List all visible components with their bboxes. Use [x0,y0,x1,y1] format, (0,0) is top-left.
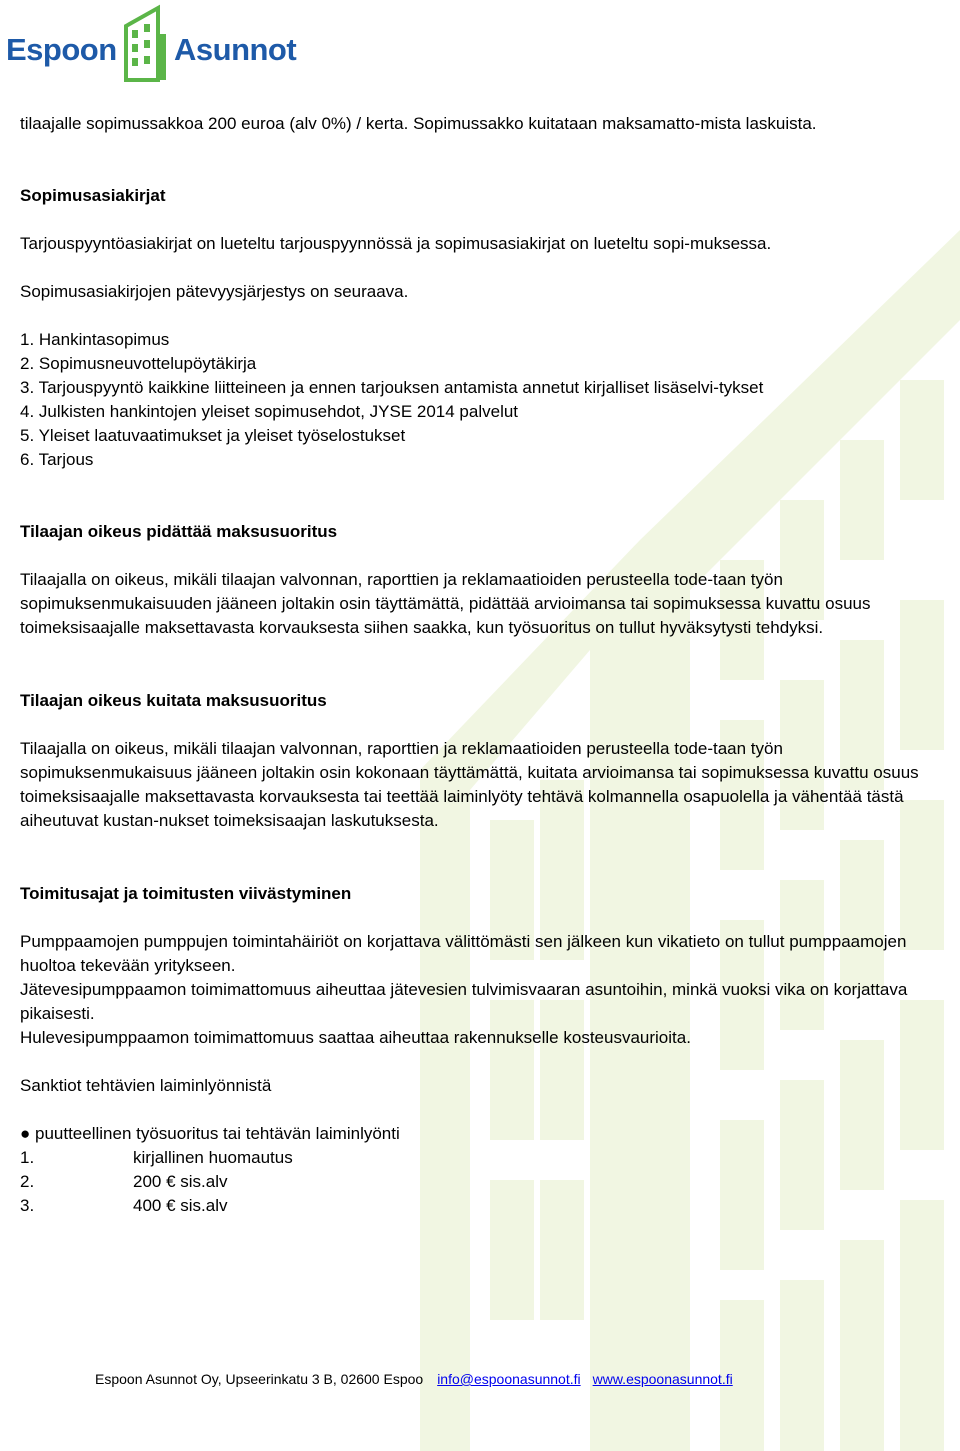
logo-word-asunnot: Asunnot [174,32,297,67]
list-item-number: 1. [20,1148,35,1167]
sanction-list [20,1146,920,1218]
page-footer [95,1369,733,1389]
sopimusasiakirjat-paragraph: Tarjouspyyntöasiakirjat on lueteltu tarjouspyynnössä ja sopimusasiakirjat on lueteltu sopi-muksessa. [20,234,772,253]
bullet-item: ● puutteellinen työsuoritus tai tehtävän laiminlyönti [20,1124,400,1143]
list-item-text: 200 € sis.alv [133,1172,228,1191]
section-heading-pidattaa: Tilaajan oikeus pidättää maksusuoritus [20,522,338,541]
toimitusajat-paragraph-3: Hulevesipumppaamon toimimattomuus saattaa aiheuttaa rakennukselle kosteusvaurioita. [20,1028,691,1047]
list-item: 6. Tarjous [20,450,94,469]
patevyysjarjestys-paragraph: Sopimusasiakirjojen pätevyysjärjestys on seuraava. [20,282,409,301]
list-item: 5. Yleiset laatuvaatimukset ja yleiset työselostukset [20,426,406,445]
list-item-number: 3. [20,1196,35,1215]
footer-email-link[interactable]: info@espoonasunnot.fi [437,1371,581,1387]
list-item-text: 400 € sis.alv [133,1196,228,1215]
list-item: 1. Hankintasopimus [20,330,170,349]
espoon-asunnot-logo [6,4,306,86]
list-item-text: kirjallinen huomautus [133,1148,293,1167]
list-item [20,1146,920,1170]
pidattaa-paragraph: Tilaajalla on oikeus, mikäli tilaajan valvonnan, raporttien ja reklamaatioiden perusteella tode-taan työn sopimuksenmukaisuuden jääneen joltakin osin täyttämättä, pidättää arvioimansa tai sopimuksessa kuvattu osuus toimeksisaajalle maksettavasta korvauksesta siihen saakka, kun työsuoritus on tullut hyväksytysti tehdyksi. [20,570,871,637]
toimitusajat-paragraph-1: Pumppaamojen pumppujen toimintahäiriöt on korjattava välittömästi sen jälkeen kun vikatieto on tullut pumppaamojen huoltoa tekevään yritykseen. [20,932,907,975]
list-item [20,1194,920,1218]
document-priority-list [20,328,920,472]
sanktiot-label: Sanktiot tehtävien laiminlyönnistä [20,1076,272,1095]
logo-word-espoon: Espoon [6,32,117,67]
kuitata-paragraph: Tilaajalla on oikeus, mikäli tilaajan valvonnan, raporttien ja reklamaatioiden perusteella tode-taan työn sopimuksenmukaisuus jääneen joltakin osin kokonaan täyttämättä, kuitata arvioimansa tai sopimuksessa kuvattu osuus toimeksisaajalle maksettavasta korvauksesta tai teettää laiminlyöty tehtävä kolmannella osapuolella ja vähentää tästä aiheutuvat kustan-nukset toimeksisaajan laskutuksesta. [20,739,919,830]
building-logo-icon [120,4,170,82]
list-item: 3. Tarjouspyyntö kaikkine liitteineen ja ennen tarjouksen antamista annetut kirjalliset lisäselvi-tykset [20,378,764,397]
list-item-number: 2. [20,1172,35,1191]
section-heading-sopimusasiakirjat: Sopimusasiakirjat [20,186,166,205]
document-body [20,112,920,1218]
intro-paragraph: tilaajalle sopimussakkoa 200 euroa (alv 0%) / kerta. Sopimussakko kuitataan maksamatto-mista laskuista. [20,114,817,133]
list-item: 4. Julkisten hankintojen yleiset sopimusehdot, JYSE 2014 palvelut [20,402,519,421]
list-item [20,1170,920,1194]
toimitusajat-paragraph-2: Jätevesipumppaamon toimimattomuus aiheuttaa jätevesien tulvimisvaaran asuntoihin, minkä vuoksi vika on korjattava pikaisesti. [20,980,908,1023]
list-item: 2. Sopimusneuvottelupöytäkirja [20,354,257,373]
section-heading-kuitata: Tilaajan oikeus kuitata maksusuoritus [20,691,327,710]
footer-address: Espoon Asunnot Oy, Upseerinkatu 3 B, 02600 Espoo [95,1371,424,1387]
section-heading-toimitusajat: Toimitusajat ja toimitusten viivästyminen [20,884,352,903]
footer-web-link[interactable]: www.espoonasunnot.fi [592,1371,733,1387]
